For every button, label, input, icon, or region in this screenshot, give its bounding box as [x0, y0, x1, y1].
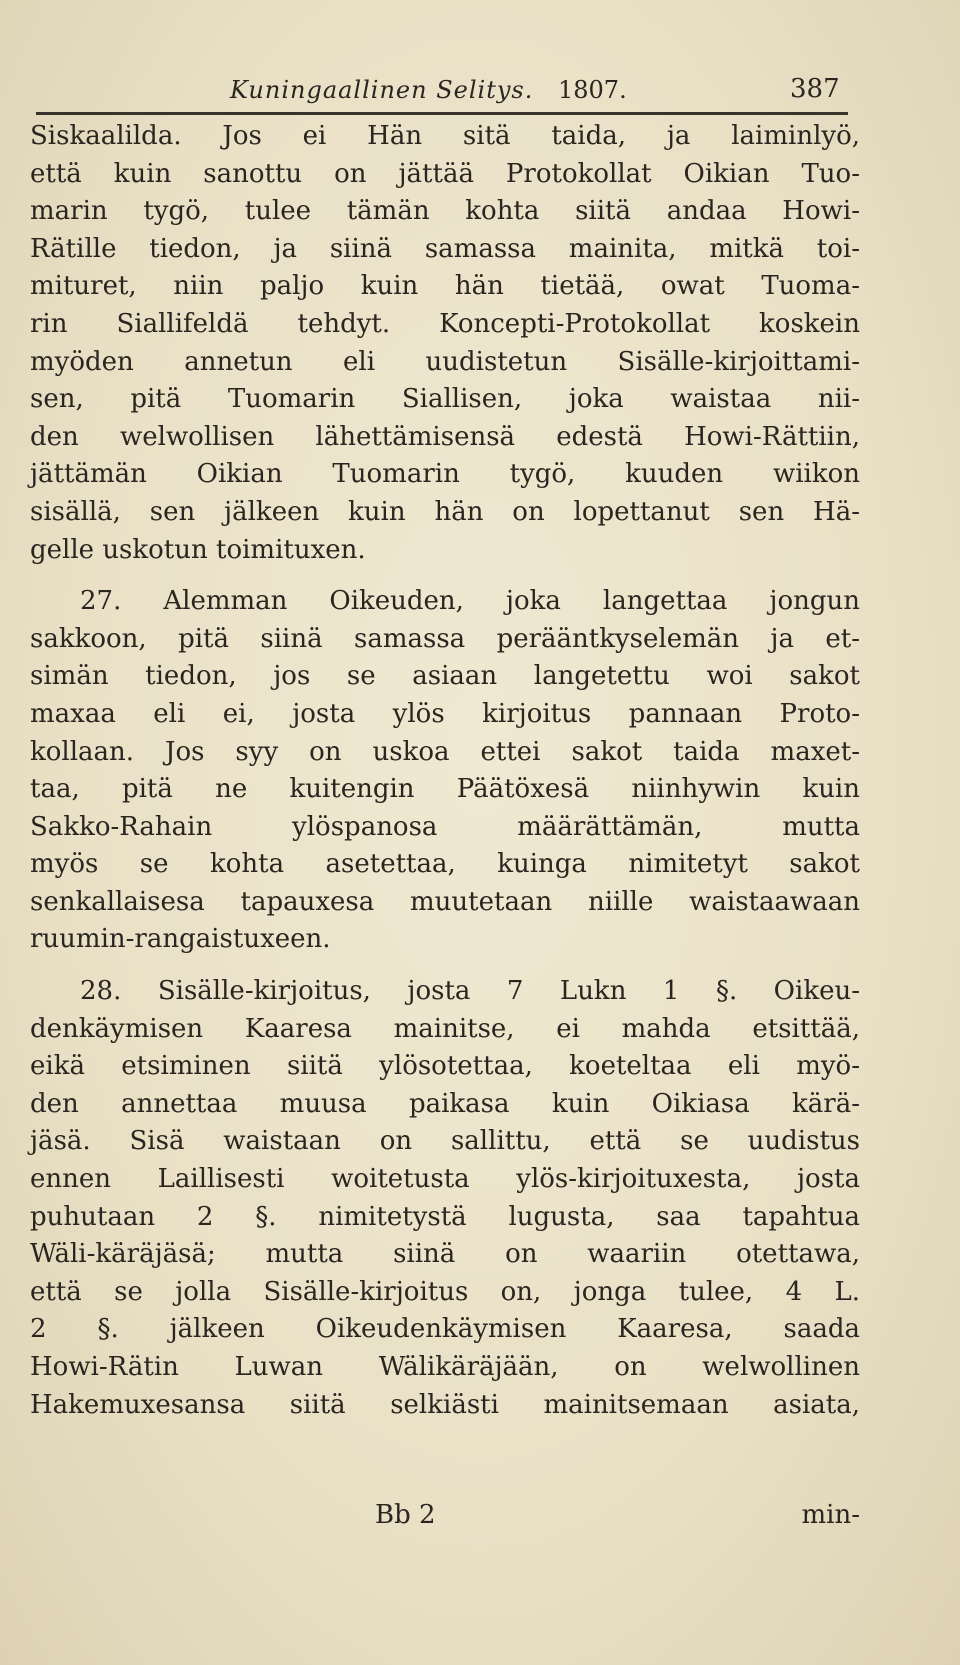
text-line: den welwollisen lähettämisensä edestä Howi-Rättiin,	[30, 421, 860, 452]
catchword: min-	[801, 1500, 860, 1530]
text-line: myöden annetun eli uudistetun Sisälle-kirjoittami-	[30, 346, 860, 377]
text-line: myös se kohta asetettaa, kuinga nimitetyt sakot	[30, 849, 860, 880]
text-line: ennen Laillisesti woitetusta ylös-kirjoituxesta, josta	[30, 1164, 860, 1195]
text-line: gelle uskotun toimituxen.	[30, 534, 366, 565]
header-rule	[36, 112, 848, 115]
text-line: rin Siallifeldä tehdyt. Koncepti-Protokollat koskein	[30, 308, 860, 339]
text-line: eikä etsiminen siitä ylösotettaa, koeteltaa eli myö-	[30, 1051, 860, 1082]
text-line: mituret, niin paljo kuin hän tietää, owat Tuoma-	[30, 271, 860, 302]
text-line: senkallaisesa tapauxesa muutetaan niille waistaawaan	[30, 886, 860, 917]
text-line: jättämän Oikian Tuomarin tygö, kuuden wiikon	[30, 459, 860, 490]
text-line: Siskaalilda. Jos ei Hän sitä taida, ja laiminlyö,	[30, 121, 860, 151]
header-year: 1807.	[558, 76, 627, 104]
text-line: Howi-Rätin Luwan Wälikäräjään, on welwollinen	[30, 1352, 860, 1382]
text-line: taa, pitä ne kuitengin Päätöxesä niinhywin kuin	[30, 774, 860, 805]
text-line: Hakemuxesansa siitä selkiästi mainitsemaan asiata,	[30, 1389, 860, 1420]
text-line: että kuin sanottu on jättää Protokollat Oikian Tuo-	[30, 158, 860, 189]
text-line: puhutaan 2 §. nimitetystä lugusta, saa tapahtua	[30, 1201, 860, 1232]
page-number: 387	[790, 74, 840, 104]
text-line: simän tiedon, jos se asiaan langetettu woi sakot	[30, 661, 860, 692]
text-line: sisällä, sen jälkeen kuin hän on lopettanut sen Hä-	[30, 496, 860, 527]
text-line: denkäymisen Kaaresa mainitse, ei mahda etsittää,	[30, 1013, 860, 1044]
signature-mark: Bb 2	[375, 1500, 436, 1530]
running-title: Kuningaallinen Selitys.	[230, 76, 534, 104]
text-line: Rätille tiedon, ja siinä samassa mainita, mitkä toi-	[30, 233, 860, 264]
text-line: jäsä. Sisä waistaan on sallittu, että se uudistus	[30, 1126, 860, 1157]
text-line: den annettaa muusa paikasa kuin Oikiasa kärä-	[30, 1088, 860, 1119]
text-line: maxaa eli ei, josta ylös kirjoitus pannaan Proto-	[30, 698, 860, 729]
text-line: marin tygö, tulee tämän kohta siitä andaa Howi-	[30, 196, 860, 227]
text-line: 28. Sisälle-kirjoitus, josta 7 Lukn 1 §. Oikeu-	[80, 976, 860, 1007]
paragraph	[30, 973, 860, 1424]
text-line: kollaan. Jos syy on uskoa ettei sakot taida maxet-	[30, 736, 860, 767]
page-footer	[30, 1500, 860, 1540]
text-line: sakkoon, pitä siinä samassa perääntkyselemän ja et-	[30, 623, 860, 654]
paragraph	[30, 583, 860, 959]
text-line: sen, pitä Tuomarin Siallisen, joka waistaa nii-	[30, 384, 860, 415]
text-line: 2 §. jälkeen Oikeudenkäymisen Kaaresa, saada	[30, 1314, 860, 1345]
text-line: Wäli-käräjäsä; mutta siinä on waariin otettawa,	[30, 1239, 860, 1270]
text-line: Sakko-Rahain ylöspanosa määrättämän, mutta	[30, 811, 860, 842]
page-header	[40, 72, 860, 112]
text-line: ruumin-rangaistuxeen.	[30, 924, 331, 955]
text-line: 27. Alemman Oikeuden, joka langettaa jongun	[80, 586, 860, 617]
page-body	[30, 118, 860, 1424]
text-line: että se jolla Sisälle-kirjoitus on, jonga tulee, 4 L.	[30, 1276, 860, 1307]
paragraph	[30, 118, 860, 569]
